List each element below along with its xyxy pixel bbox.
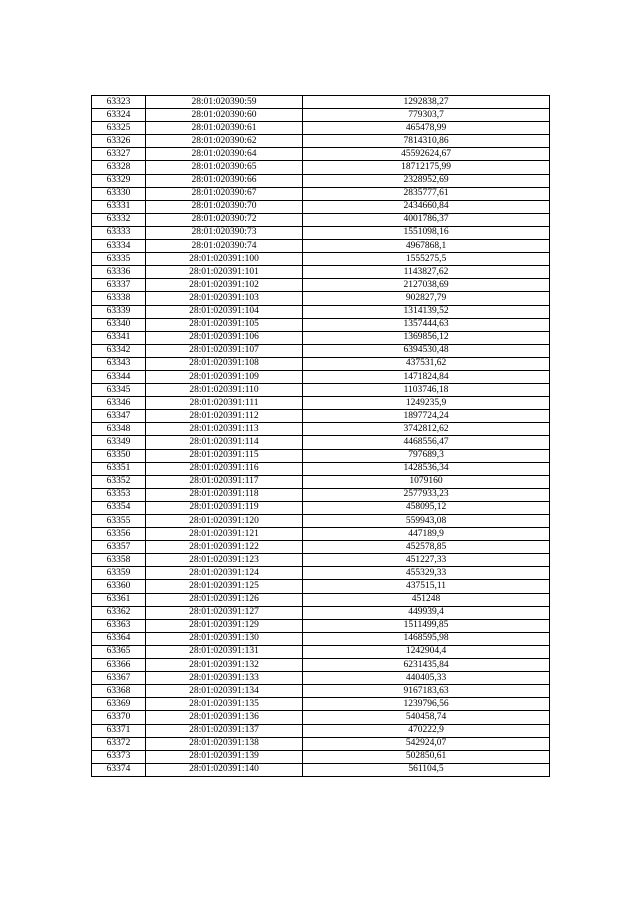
table-row — [92, 96, 550, 109]
cadastral-number-cell: 28:01:020390:67 — [146, 187, 303, 200]
table-row — [92, 711, 550, 724]
row-number-cell: 63345 — [92, 384, 146, 397]
table-row — [92, 384, 550, 397]
cadastral-value-cell: 4967868,1 — [303, 240, 550, 253]
table-row — [92, 567, 550, 580]
cadastral-value-cell: 1471824,84 — [303, 370, 550, 383]
cadastral-value-cell: 452578,85 — [303, 541, 550, 554]
cadastral-value-cell: 2835777,61 — [303, 187, 550, 200]
row-number-cell: 63328 — [92, 161, 146, 174]
cadastral-number-cell: 28:01:020390:72 — [146, 213, 303, 226]
cadastral-value-cell: 1551098,16 — [303, 226, 550, 239]
table-row — [92, 593, 550, 606]
cadastral-value-cell: 1239796,56 — [303, 698, 550, 711]
cadastral-value-cell: 1242904,4 — [303, 645, 550, 658]
cadastral-number-cell: 28:01:020391:140 — [146, 763, 303, 776]
cadastral-value-cell: 1143827,62 — [303, 266, 550, 279]
row-number-cell: 63366 — [92, 659, 146, 672]
cadastral-number-cell: 28:01:020391:122 — [146, 541, 303, 554]
cadastral-number-cell: 28:01:020391:120 — [146, 515, 303, 528]
table-row — [92, 554, 550, 567]
cadastral-value-cell: 447189,9 — [303, 528, 550, 541]
cadastral-number-cell: 28:01:020391:129 — [146, 619, 303, 632]
cadastral-number-cell: 28:01:020391:139 — [146, 750, 303, 763]
cadastral-value-cell: 2127038,69 — [303, 279, 550, 292]
row-number-cell: 63343 — [92, 357, 146, 370]
table-row — [92, 685, 550, 698]
cadastral-value-cell: 440405,33 — [303, 672, 550, 685]
row-number-cell: 63372 — [92, 737, 146, 750]
cadastral-value-cell: 779303,7 — [303, 109, 550, 122]
row-number-cell: 63348 — [92, 423, 146, 436]
cadastral-value-cell: 9167183,63 — [303, 685, 550, 698]
row-number-cell: 63355 — [92, 515, 146, 528]
table-row — [92, 213, 550, 226]
row-number-cell: 63365 — [92, 645, 146, 658]
row-number-cell: 63341 — [92, 331, 146, 344]
cadastral-value-cell: 470222,9 — [303, 724, 550, 737]
table-row — [92, 161, 550, 174]
table-row — [92, 200, 550, 213]
table-row — [92, 135, 550, 148]
cadastral-number-cell: 28:01:020391:114 — [146, 436, 303, 449]
table-row — [92, 659, 550, 672]
table-row — [92, 122, 550, 135]
cadastral-number-cell: 28:01:020391:135 — [146, 698, 303, 711]
table-row — [92, 541, 550, 554]
cadastral-number-cell: 28:01:020390:61 — [146, 122, 303, 135]
row-number-cell: 63323 — [92, 96, 146, 109]
cadastral-value-cell: 1357444,63 — [303, 318, 550, 331]
cadastral-number-cell: 28:01:020391:115 — [146, 449, 303, 462]
cadastral-value-cell: 455329,33 — [303, 567, 550, 580]
table-row — [92, 187, 550, 200]
cadastral-number-cell: 28:01:020391:116 — [146, 462, 303, 475]
table-row — [92, 148, 550, 161]
cadastral-number-cell: 28:01:020391:108 — [146, 357, 303, 370]
cadastral-number-cell: 28:01:020391:101 — [146, 266, 303, 279]
table-row — [92, 174, 550, 187]
row-number-cell: 63351 — [92, 462, 146, 475]
table-row — [92, 515, 550, 528]
table-row — [92, 580, 550, 593]
cadastral-value-cell: 449939,4 — [303, 606, 550, 619]
cadastral-value-cell: 559943,08 — [303, 515, 550, 528]
row-number-cell: 63338 — [92, 292, 146, 305]
cadastral-value-cell: 797689,3 — [303, 449, 550, 462]
table-row — [92, 645, 550, 658]
table-row — [92, 488, 550, 501]
table-row — [92, 750, 550, 763]
row-number-cell: 63339 — [92, 305, 146, 318]
row-number-cell: 63324 — [92, 109, 146, 122]
row-number-cell: 63362 — [92, 606, 146, 619]
cadastral-number-cell: 28:01:020391:137 — [146, 724, 303, 737]
cadastral-value-cell: 451227,33 — [303, 554, 550, 567]
cadastral-number-cell: 28:01:020391:121 — [146, 528, 303, 541]
cadastral-number-cell: 28:01:020391:107 — [146, 344, 303, 357]
row-number-cell: 63332 — [92, 213, 146, 226]
cadastral-number-cell: 28:01:020391:118 — [146, 488, 303, 501]
cadastral-number-cell: 28:01:020391:119 — [146, 501, 303, 514]
cadastral-number-cell: 28:01:020391:132 — [146, 659, 303, 672]
cadastral-number-cell: 28:01:020391:123 — [146, 554, 303, 567]
cadastral-number-cell: 28:01:020391:110 — [146, 384, 303, 397]
table-row — [92, 698, 550, 711]
row-number-cell: 63346 — [92, 397, 146, 410]
table-row — [92, 672, 550, 685]
table-row — [92, 423, 550, 436]
table-row — [92, 436, 550, 449]
row-number-cell: 63369 — [92, 698, 146, 711]
row-number-cell: 63368 — [92, 685, 146, 698]
cadastral-value-cell: 1079160 — [303, 475, 550, 488]
table-row — [92, 763, 550, 776]
cadastral-value-cell: 1511499,85 — [303, 619, 550, 632]
cadastral-value-cell: 1249235,9 — [303, 397, 550, 410]
cadastral-value-cell: 1292838,27 — [303, 96, 550, 109]
cadastral-number-cell: 28:01:020390:62 — [146, 135, 303, 148]
table-row — [92, 724, 550, 737]
cadastral-number-cell: 28:01:020391:104 — [146, 305, 303, 318]
cadastral-value-cell: 451248 — [303, 593, 550, 606]
row-number-cell: 63347 — [92, 410, 146, 423]
row-number-cell: 63334 — [92, 240, 146, 253]
table-row — [92, 357, 550, 370]
cadastral-number-cell: 28:01:020390:64 — [146, 148, 303, 161]
row-number-cell: 63330 — [92, 187, 146, 200]
table-row — [92, 305, 550, 318]
table-row — [92, 410, 550, 423]
cadastral-value-cell: 2328952,69 — [303, 174, 550, 187]
cadastral-number-cell: 28:01:020390:73 — [146, 226, 303, 239]
cadastral-value-cell: 561104,5 — [303, 763, 550, 776]
cadastral-value-cell: 458095,12 — [303, 501, 550, 514]
table-row — [92, 606, 550, 619]
row-number-cell: 63340 — [92, 318, 146, 331]
table-row — [92, 501, 550, 514]
table-row — [92, 462, 550, 475]
table-row — [92, 619, 550, 632]
row-number-cell: 63360 — [92, 580, 146, 593]
cadastral-value-cell: 2577933,23 — [303, 488, 550, 501]
cadastral-value-cell: 902827,79 — [303, 292, 550, 305]
row-number-cell: 63342 — [92, 344, 146, 357]
row-number-cell: 63349 — [92, 436, 146, 449]
row-number-cell: 63333 — [92, 226, 146, 239]
cadastral-value-cell: 542924,07 — [303, 737, 550, 750]
cadastral-number-cell: 28:01:020391:100 — [146, 253, 303, 266]
table-row — [92, 528, 550, 541]
cadastral-number-cell: 28:01:020391:133 — [146, 672, 303, 685]
row-number-cell: 63335 — [92, 253, 146, 266]
table-row — [92, 253, 550, 266]
row-number-cell: 63370 — [92, 711, 146, 724]
cadastral-value-cell: 6231435,84 — [303, 659, 550, 672]
cadastral-value-cell: 6394530,48 — [303, 344, 550, 357]
row-number-cell: 63344 — [92, 370, 146, 383]
table-row — [92, 632, 550, 645]
cadastral-number-cell: 28:01:020391:138 — [146, 737, 303, 750]
cadastral-value-cell: 18712175,99 — [303, 161, 550, 174]
table-row — [92, 449, 550, 462]
row-number-cell: 63327 — [92, 148, 146, 161]
cadastral-number-cell: 28:01:020391:105 — [146, 318, 303, 331]
cadastral-number-cell: 28:01:020390:74 — [146, 240, 303, 253]
cadastral-number-cell: 28:01:020391:126 — [146, 593, 303, 606]
table-row — [92, 370, 550, 383]
row-number-cell: 63350 — [92, 449, 146, 462]
cadastral-number-cell: 28:01:020390:66 — [146, 174, 303, 187]
cadastral-number-cell: 28:01:020391:117 — [146, 475, 303, 488]
table-row — [92, 226, 550, 239]
cadastral-value-cell: 1314139,52 — [303, 305, 550, 318]
cadastral-value-cell: 1369856,12 — [303, 331, 550, 344]
table-row — [92, 240, 550, 253]
cadastral-value-cell: 540458,74 — [303, 711, 550, 724]
row-number-cell: 63374 — [92, 763, 146, 776]
cadastral-number-cell: 28:01:020390:59 — [146, 96, 303, 109]
cadastral-value-table — [91, 95, 550, 777]
cadastral-value-cell: 4468556,47 — [303, 436, 550, 449]
table-row — [92, 109, 550, 122]
table-row — [92, 475, 550, 488]
table-row — [92, 318, 550, 331]
cadastral-number-cell: 28:01:020391:131 — [146, 645, 303, 658]
cadastral-number-cell: 28:01:020391:109 — [146, 370, 303, 383]
row-number-cell: 63356 — [92, 528, 146, 541]
cadastral-value-cell: 465478,99 — [303, 122, 550, 135]
row-number-cell: 63325 — [92, 122, 146, 135]
row-number-cell: 63352 — [92, 475, 146, 488]
cadastral-value-cell: 1103746,18 — [303, 384, 550, 397]
row-number-cell: 63337 — [92, 279, 146, 292]
table-row — [92, 344, 550, 357]
cadastral-number-cell: 28:01:020391:106 — [146, 331, 303, 344]
cadastral-number-cell: 28:01:020391:103 — [146, 292, 303, 305]
cadastral-number-cell: 28:01:020391:113 — [146, 423, 303, 436]
table-row — [92, 266, 550, 279]
row-number-cell: 63329 — [92, 174, 146, 187]
cadastral-number-cell: 28:01:020391:124 — [146, 567, 303, 580]
cadastral-value-cell: 2434660,84 — [303, 200, 550, 213]
row-number-cell: 63373 — [92, 750, 146, 763]
cadastral-value-cell: 1468595,98 — [303, 632, 550, 645]
cadastral-number-cell: 28:01:020390:70 — [146, 200, 303, 213]
row-number-cell: 63363 — [92, 619, 146, 632]
cadastral-number-cell: 28:01:020391:136 — [146, 711, 303, 724]
row-number-cell: 63371 — [92, 724, 146, 737]
row-number-cell: 63367 — [92, 672, 146, 685]
row-number-cell: 63353 — [92, 488, 146, 501]
cadastral-value-cell: 1428536,34 — [303, 462, 550, 475]
cadastral-value-cell: 1897724,24 — [303, 410, 550, 423]
table-body — [92, 96, 550, 777]
table-row — [92, 397, 550, 410]
cadastral-value-cell: 45592624,67 — [303, 148, 550, 161]
row-number-cell: 63357 — [92, 541, 146, 554]
row-number-cell: 63336 — [92, 266, 146, 279]
row-number-cell: 63331 — [92, 200, 146, 213]
row-number-cell: 63326 — [92, 135, 146, 148]
cadastral-number-cell: 28:01:020391:112 — [146, 410, 303, 423]
cadastral-number-cell: 28:01:020391:127 — [146, 606, 303, 619]
cadastral-number-cell: 28:01:020391:134 — [146, 685, 303, 698]
table-row — [92, 737, 550, 750]
table-row — [92, 331, 550, 344]
table-row — [92, 279, 550, 292]
cadastral-value-cell: 4001786,37 — [303, 213, 550, 226]
row-number-cell: 63364 — [92, 632, 146, 645]
cadastral-value-cell: 7814310,86 — [303, 135, 550, 148]
row-number-cell: 63361 — [92, 593, 146, 606]
cadastral-number-cell: 28:01:020390:60 — [146, 109, 303, 122]
cadastral-value-cell: 3742812,62 — [303, 423, 550, 436]
cadastral-value-cell: 437515,11 — [303, 580, 550, 593]
cadastral-number-cell: 28:01:020390:65 — [146, 161, 303, 174]
table-row — [92, 292, 550, 305]
row-number-cell: 63354 — [92, 501, 146, 514]
cadastral-number-cell: 28:01:020391:111 — [146, 397, 303, 410]
cadastral-number-cell: 28:01:020391:102 — [146, 279, 303, 292]
cadastral-value-cell: 1555275,5 — [303, 253, 550, 266]
cadastral-value-cell: 437531,62 — [303, 357, 550, 370]
cadastral-number-cell: 28:01:020391:130 — [146, 632, 303, 645]
cadastral-number-cell: 28:01:020391:125 — [146, 580, 303, 593]
row-number-cell: 63359 — [92, 567, 146, 580]
row-number-cell: 63358 — [92, 554, 146, 567]
cadastral-value-cell: 502850,61 — [303, 750, 550, 763]
